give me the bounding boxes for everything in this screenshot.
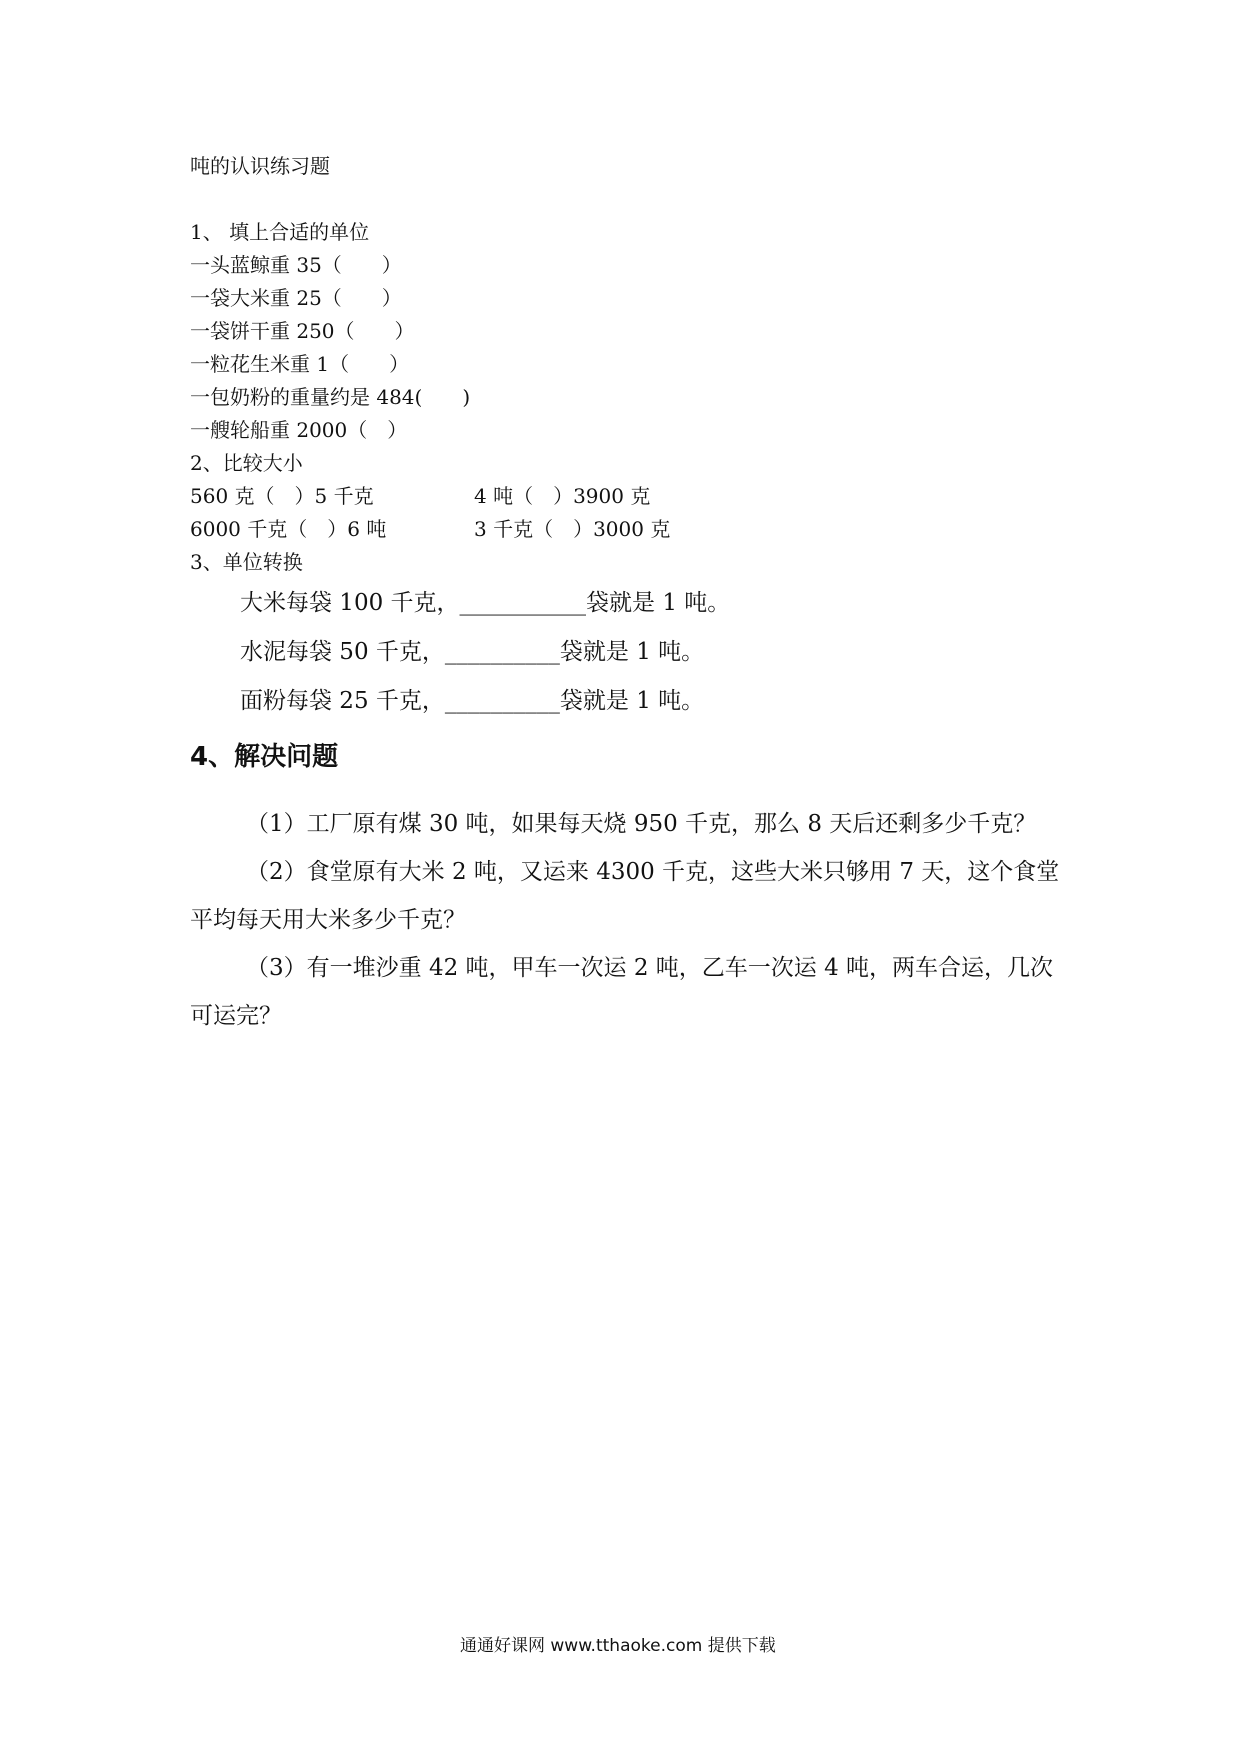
word-problem-text: （1）工厂原有煤 30 吨，如果每天烧 950 千克，那么 8 天后还剩多少千克？ [246,811,1037,837]
section3-heading: 3、单位转换 [190,550,303,574]
word-problem-text: （3）有一堆沙重 42 吨，甲车一次运 2 吨，乙车一次运 4 吨，两车合运，几次可运完？ [190,955,1054,1029]
conversion-item: 水泥每袋 50 千克，__________袋就是 1 吨。 [240,639,705,665]
word-problem [190,848,1060,944]
fill-unit-item: 一艘轮船重 2000（ ） [190,418,408,442]
word-problem [190,944,1060,1040]
compare-item: 3 千克（ ）3000 克 [474,517,671,541]
fill-unit-item: 一袋饼干重 250（ ） [190,319,415,343]
word-problem [190,800,1060,848]
compare-item: 6000 千克（ ）6 吨 [190,517,387,541]
page-title: 吨的认识练习题 [190,154,330,178]
compare-item: 560 克（ ）5 千克 [190,484,374,508]
fill-unit-item: 一包奶粉的重量约是 484( ) [190,385,471,409]
compare-item: 4 吨（ ）3900 克 [474,484,651,508]
section4-heading: 4、解决问题 [190,742,339,772]
page-footer: 通通好课网 www.tthaoke.com 提供下载 [460,1636,776,1656]
section1-heading: 1、 填上合适的单位 [190,220,370,244]
word-problem-text: （2）食堂原有大米 2 吨，又运来 4300 千克，这些大米只够用 7 天，这个食堂平均每天用大米多少千克？ [190,859,1060,933]
fill-unit-item: 一袋大米重 25（ ） [190,286,402,310]
section2-heading: 2、比较大小 [190,451,303,475]
fill-unit-item: 一粒花生米重 1（ ） [190,352,410,376]
fill-unit-item: 一头蓝鲸重 35（ ） [190,253,402,277]
conversion-item: 大米每袋 100 千克，___________袋就是 1 吨。 [240,590,731,616]
conversion-item: 面粉每袋 25 千克，__________袋就是 1 吨。 [240,688,705,714]
